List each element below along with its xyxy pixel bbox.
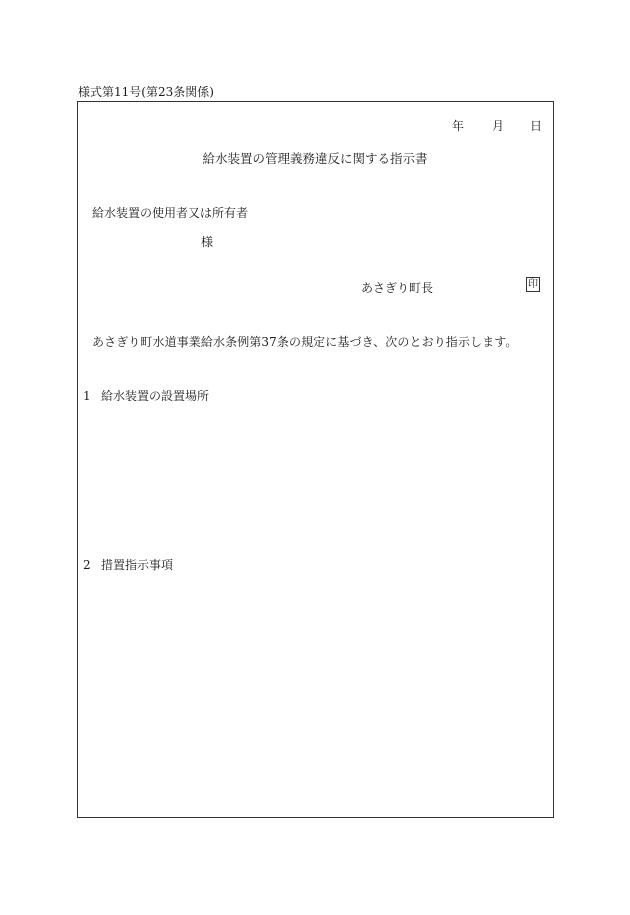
- seal-mark: 印: [528, 279, 538, 290]
- item-label: 給水装置の設置場所: [101, 389, 210, 403]
- honorific-label: 様: [201, 235, 214, 249]
- addressee-label: 給水装置の使用者又は所有者: [92, 206, 249, 220]
- item-number: 1: [83, 389, 91, 403]
- issuer-label: あさぎり町長: [361, 281, 434, 295]
- date-year-label: 年: [452, 119, 465, 133]
- item-label: 措置指示事項: [101, 558, 174, 572]
- instruction-text: あさぎり町水道事業給水条例第37条の規定に基づき、次のとおり指示します。: [92, 335, 518, 349]
- item-installation-location: [83, 387, 209, 404]
- date-day-label: 日: [530, 119, 543, 133]
- item-number: 2: [83, 558, 91, 572]
- form-number-label: 様式第11号(第23条関係): [78, 85, 214, 99]
- date-month-label: 月: [492, 119, 505, 133]
- document-title: 給水装置の管理義務違反に関する指示書: [202, 151, 428, 166]
- date-row: [452, 117, 544, 133]
- item-measure-instructions: [83, 556, 173, 573]
